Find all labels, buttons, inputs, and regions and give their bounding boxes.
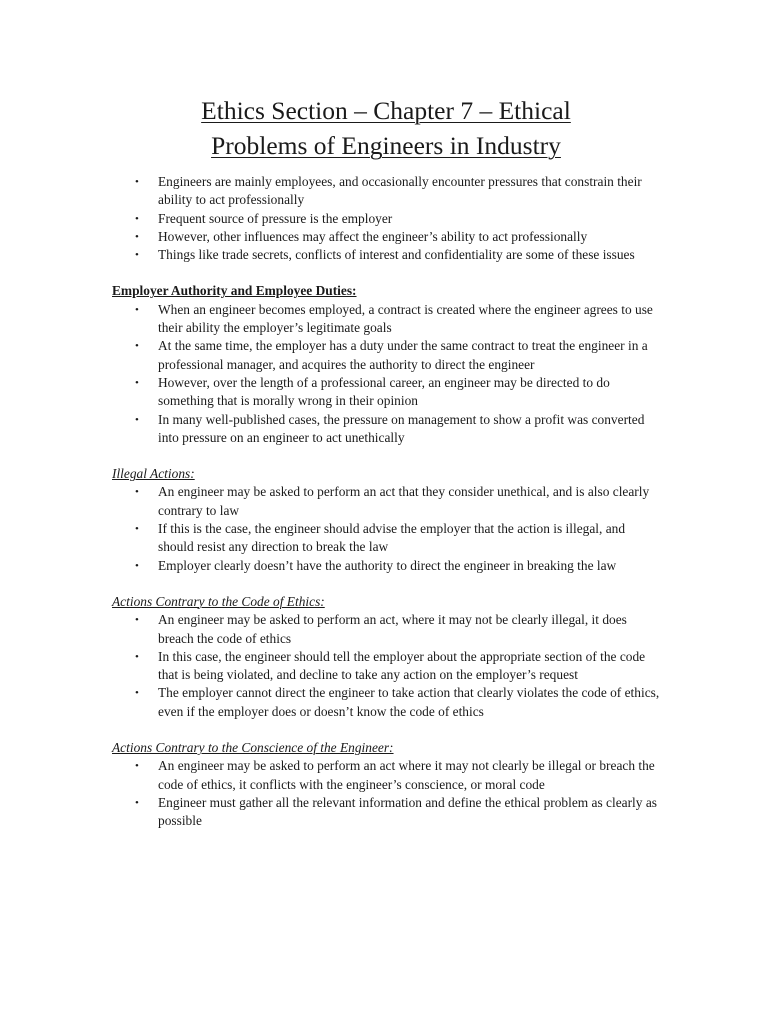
bullet-icon: • [135,340,139,353]
bullet-icon: • [135,486,139,499]
list-item [112,210,660,228]
list-item [112,246,660,264]
list-item-text: Engineers are mainly employees, and occasionally encounter pressures that constrain their ability to act professionally [158,174,642,208]
page-title [112,93,660,163]
list-item-text: An engineer may be asked to perform an act where it may not clearly be illegal or breach the code of ethics, it conflicts with the engineer’s conscience, or moral code [158,758,655,792]
list-item [112,648,660,685]
bullet-icon: • [135,176,139,188]
section-heading-illegal-actions: Illegal Actions: [112,466,195,482]
list-item-text: In this case, the engineer should tell the employer about the appropriate section of the code that is being violated, and decline to take any action on the employer’s request [158,648,646,683]
bullet-icon: • [135,303,139,316]
conscience-bullet-list [112,757,660,830]
list-item [112,757,660,794]
section-heading-conscience: Actions Contrary to the Conscience of the Engineer: [112,740,394,756]
bullet-icon: • [135,796,139,809]
list-item [112,520,660,557]
bullet-icon: • [135,413,139,426]
list-item-text: An engineer may be asked to perform an act, where it may not be clearly illegal, it does breach the code of ethics [158,612,627,646]
list-item-text: The employer cannot direct the engineer to take action that clearly violates the code of ethics, even if the employer does or doesn’t know the code of ethics [158,685,660,719]
bullet-icon: • [135,376,139,389]
document-page [112,93,660,831]
bullet-icon: • [135,523,139,536]
list-item [112,228,660,246]
list-item-text: An engineer may be asked to perform an act that they consider unethical, and is also clearly contrary to law [158,484,650,518]
list-item [112,611,660,648]
list-item-text: In many well-published cases, the pressure on management to show a profit was converted into pressure on an engineer to act unethically [158,411,645,445]
bullet-icon: • [135,559,139,572]
bullet-icon: • [135,760,139,773]
list-item [112,301,660,338]
title-line-2: Problems of Engineers in Industry [211,131,561,160]
section-heading-employer-authority: Employer Authority and Employee Duties: [112,283,357,299]
list-item [112,374,660,411]
list-item [112,794,660,831]
bullet-icon: • [135,650,139,663]
employer-authority-bullet-list [112,301,660,447]
list-item [112,337,660,374]
list-item-text: Things like trade secrets, conflicts of interest and confidentiality are some of these issues [158,247,635,263]
list-item-text: At the same time, the employer has a duty under the same contract to treat the engineer in a professional manager, and acquires the authority to direct the engineer [158,338,648,372]
section-heading-code-of-ethics: Actions Contrary to the Code of Ethics: [112,593,325,609]
bullet-icon: • [135,212,139,225]
list-item-text: Employer clearly doesn’t have the authority to direct the engineer in breaking the law [158,557,617,573]
bullet-icon: • [135,687,139,700]
code-of-ethics-bullet-list [112,611,660,721]
list-item-text: However, over the length of a professional career, an engineer may be directed to do something that is morally wrong in their opinion [158,374,610,409]
list-item [112,483,660,520]
illegal-actions-bullet-list [112,483,660,574]
title-line-1: Ethics Section – Chapter 7 – Ethical [201,96,571,125]
list-item [112,173,660,210]
bullet-icon: • [135,230,139,243]
bullet-icon: • [135,614,139,627]
list-item [112,411,660,448]
list-item [112,684,660,721]
bullet-icon: • [135,249,139,262]
list-item-text: When an engineer becomes employed, a contract is created where the engineer agrees to use their ability the employer’s legitimate goals [158,301,653,336]
list-item-text: Frequent source of pressure is the employer [158,210,393,226]
list-item-text: If this is the case, the engineer should advise the employer that the action is illegal, and should resist any direction to break the law [158,521,626,555]
list-item-text: Engineer must gather all the relevant information and define the ethical problem as clearly as possible [158,794,657,829]
intro-bullet-list [112,173,660,264]
list-item [112,557,660,575]
list-item-text: However, other influences may affect the engineer’s ability to act professionally [158,228,588,244]
